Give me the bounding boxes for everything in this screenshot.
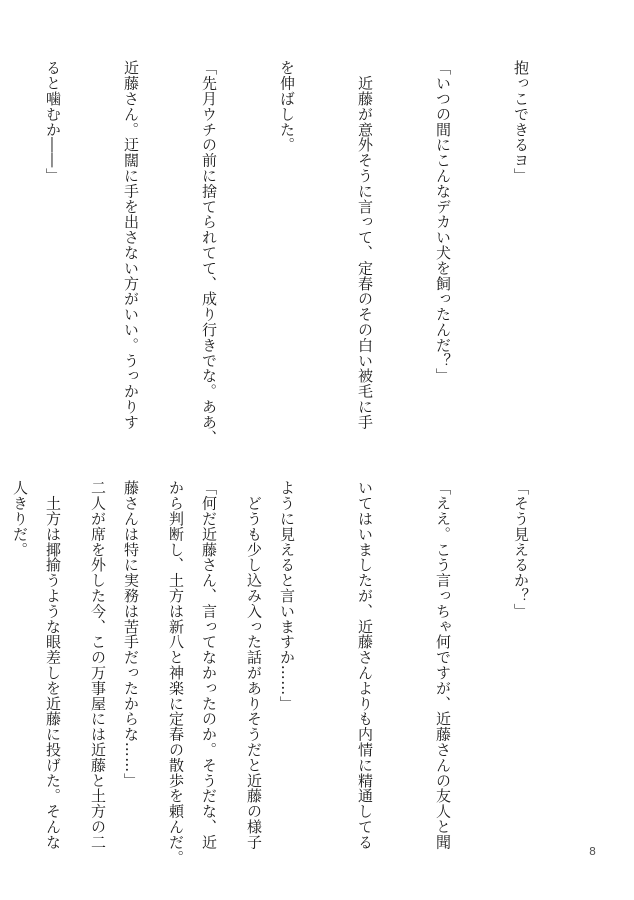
text-column: 「先月ウチの前に捨てられてて、成り行きでな。ああ、 <box>200 60 218 445</box>
text-column: 近藤さん。迂闊に手を出さない方がいい。うっかりす <box>122 60 140 430</box>
text-column: を伸ばした。 <box>278 60 296 153</box>
text-column: どうも少し込み入った話がありそうだと近藤の様子 <box>245 480 263 850</box>
page-number: 8 <box>589 845 596 858</box>
text-column: いてはいましたが、近藤さんよりも内情に精通してる <box>356 480 374 850</box>
text-column: 土方は揶揄うような眼差しを近藤に投げた。そんな <box>44 480 62 850</box>
text-block-top <box>44 60 586 445</box>
text-column: から判断し、土方は新八と神楽に定春の散歩を頼んだ。 <box>167 480 185 865</box>
text-column: 人きりだ。 <box>11 480 29 557</box>
text-column: 近藤が意外そうに言って、定春のその白い被毛に手 <box>356 60 374 430</box>
text-column: 抱っこできるヨ」 <box>512 60 530 184</box>
text-column: 藤さんは特に実務は苦手だったからな……」 <box>122 480 140 788</box>
text-column: ように見えると言いますか……」 <box>278 480 296 711</box>
text-column: 「いつの間にこんなデカい犬を飼ったんだ？」 <box>434 60 452 384</box>
text-column: 二人が席を外した今、この万事屋には近藤と土方の二 <box>89 480 107 850</box>
text-column: ると噛むか――」 <box>44 60 62 184</box>
text-column: 「何だ近藤さん、言ってなかったのか。そうだな、近 <box>200 480 218 850</box>
text-column: 「そう見えるか？」 <box>512 480 530 619</box>
text-column: 「ええ。こう言っちゃ何ですが、近藤さんの友人と聞 <box>434 480 452 850</box>
